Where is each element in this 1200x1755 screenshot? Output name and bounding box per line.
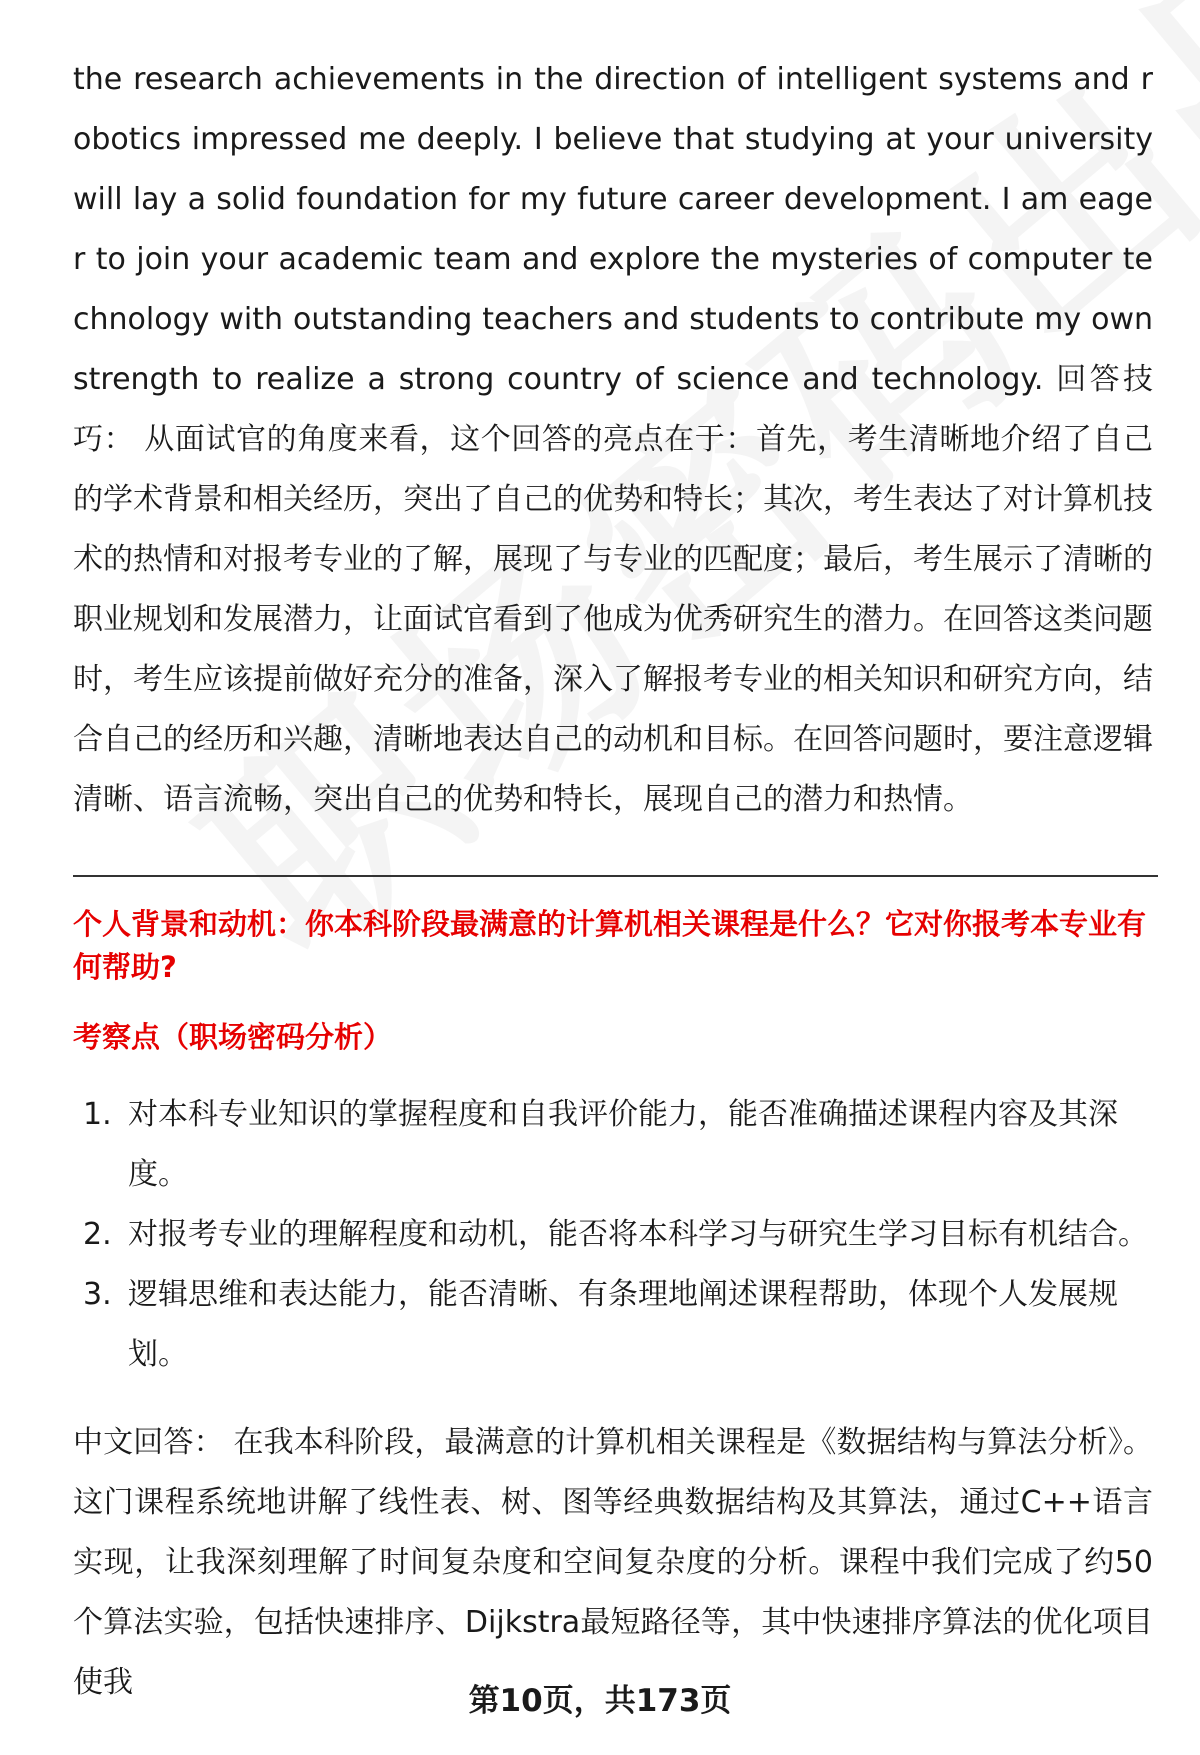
analysis-heading: 考察点（职场密码分析） [73, 1020, 393, 1054]
list-item [73, 1265, 1153, 1385]
list-item [73, 1205, 1153, 1265]
analysis-points-list [73, 1085, 1153, 1385]
page-number-footer: 第10页，共173页 [468, 1683, 732, 1719]
list-item [73, 1085, 1153, 1205]
list-item-number: 3. [83, 1277, 112, 1312]
list-item-number: 2. [83, 1217, 112, 1252]
page-content [73, 50, 1153, 1713]
section-divider [73, 875, 1158, 877]
intro-paragraph: the research achievements in the direction of intelligent systems and robotics impressed me deeply. I believe that studying at your university will lay a solid foundation for my future career development. I am eager to join your academic team and explore the mysteries of computer technology with outstanding teachers and students to contribute my own strength to realize a strong country of science and technology. 回答技巧： 从面试官的角度来看，这个回答的亮点在于：首先，考生清晰地介绍了自己的学术背景和相关经历，突出了自己的优势和特长；其次，考生表达了对计算机技术的热情和对报考专业的了解，展现了与专业的匹配度；最后，考生展示了清晰的职业规划和发展潜力，让面试官看到了他成为优秀研究生的潜力。在回答这类问题时，考生应该提前做好充分的准备，深入了解报考专业的相关知识和研究方向，结合自己的经历和兴趣，清晰地表达自己的动机和目标。在回答问题时，要注意逻辑清晰、语言流畅，突出自己的优势和特长，展现自己的潜力和热情。 [73, 62, 1153, 817]
question-heading: 个人背景和动机：你本科阶段最满意的计算机相关课程是什么？它对你报考本专业有何帮助? [73, 907, 1147, 984]
list-item-text: 对本科专业知识的掌握程度和自我评价能力，能否准确描述课程内容及其深度。 [128, 1097, 1118, 1192]
list-item-text: 逻辑思维和表达能力，能否清晰、有条理地阐述课程帮助，体现个人发展规划。 [128, 1277, 1118, 1372]
list-item-number: 1. [83, 1097, 112, 1132]
list-item-text: 对报考专业的理解程度和动机，能否将本科学习与研究生学习目标有机结合。 [128, 1217, 1148, 1252]
answer-paragraph: 中文回答： 在我本科阶段，最满意的计算机相关课程是《数据结构与算法分析》。这门课程系统地讲解了线性表、树、图等经典数据结构及其算法，通过C++语言实现，让我深刻理解了时间复杂度和空间复杂度的分析。课程中我们完成了约50个算法实验，包括快速排序、Dijkstra最短路径等，其中快速排序算法的优化项目使我 [73, 1425, 1153, 1700]
